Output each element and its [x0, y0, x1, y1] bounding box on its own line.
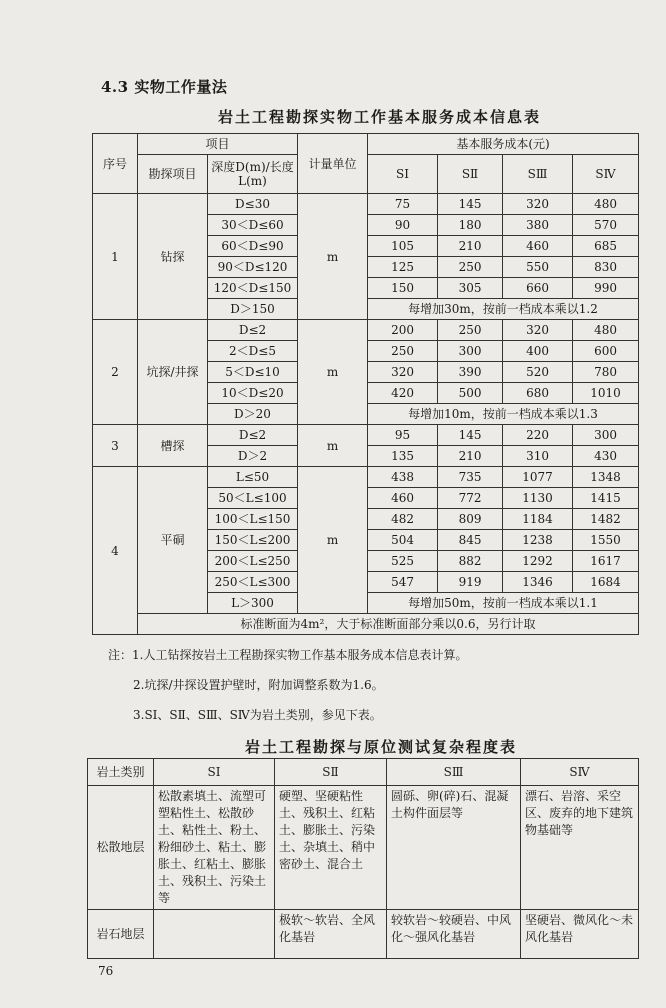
note-2: 2.坑探/井探设置护壁时，附加调整系数为1.6。: [133, 678, 384, 692]
range-cell: 200＜L≤250: [208, 551, 298, 572]
range-cell: D＞2: [208, 446, 298, 467]
value-cell: 685: [573, 236, 639, 257]
value-cell: 600: [573, 341, 639, 362]
range-cell: 60＜D≤90: [208, 236, 298, 257]
value-cell: 95: [368, 425, 438, 446]
value-cell: 210: [438, 236, 503, 257]
header-depth: 深度D(m)/长度L(m): [208, 155, 298, 194]
value-cell: 500: [438, 383, 503, 404]
header-cell: SⅠ: [154, 759, 275, 786]
value-cell: 145: [438, 194, 503, 215]
unit-cell: m: [298, 194, 368, 320]
cost-table: [92, 133, 639, 635]
description-cell: 坚硬岩、微风化～未风化基岩: [521, 910, 639, 959]
value-cell: 1617: [573, 551, 639, 572]
value-cell: 1292: [503, 551, 573, 572]
value-cell: 420: [368, 383, 438, 404]
value-cell: 390: [438, 362, 503, 383]
value-cell: 200: [368, 320, 438, 341]
section-rule: 标准断面为4m²，大于标准断面部分乘以0.6，另行计取: [138, 614, 639, 635]
header-cell: 岩土类别: [88, 759, 154, 786]
range-cell: D≤30: [208, 194, 298, 215]
section-title: 4.3 实物工作量法: [101, 78, 228, 96]
value-cell: 919: [438, 572, 503, 593]
range-cell: 90＜D≤120: [208, 257, 298, 278]
value-cell: 305: [438, 278, 503, 299]
header-cell: SⅣ: [521, 759, 639, 786]
header-s1: SⅠ: [368, 155, 438, 194]
value-cell: 75: [368, 194, 438, 215]
increment-rule: 每增加30m，按前一档成本乘以1.2: [368, 299, 639, 320]
range-cell: L＞300: [208, 593, 298, 614]
description-cell: 圆砾、卵(碎)石、混凝土构件面层等: [387, 786, 521, 910]
value-cell: 460: [368, 488, 438, 509]
value-cell: 380: [503, 215, 573, 236]
header-s2: SⅡ: [438, 155, 503, 194]
value-cell: 90: [368, 215, 438, 236]
header-unit: 计量单位: [298, 134, 368, 194]
description-cell: 较软岩～较硬岩、中风化～强风化基岩: [387, 910, 521, 959]
value-cell: 1550: [573, 530, 639, 551]
value-cell: 480: [573, 194, 639, 215]
header-cell: SⅢ: [387, 759, 521, 786]
value-cell: 250: [438, 320, 503, 341]
value-cell: 438: [368, 467, 438, 488]
range-cell: 2＜D≤5: [208, 341, 298, 362]
value-cell: 250: [368, 341, 438, 362]
value-cell: 845: [438, 530, 503, 551]
header-s4: SⅣ: [573, 155, 639, 194]
value-cell: 660: [503, 278, 573, 299]
description-cell: 松散素填土、流塑可塑粘性土、松散砂土、粘性土、粉土、粉细砂土、粘土、膨胀土、红粘土、膨胀土、残积土、污染土等: [154, 786, 275, 910]
table-row: [93, 425, 639, 446]
group-seq: 3: [93, 425, 138, 467]
value-cell: 320: [368, 362, 438, 383]
description-cell: 硬塑、坚硬粘性土、残积土、红粘土、膨胀土、污染土、杂填土、稍中密砂土、混合土: [275, 786, 387, 910]
group-name: 槽探: [138, 425, 208, 467]
value-cell: 482: [368, 509, 438, 530]
value-cell: 780: [573, 362, 639, 383]
increment-rule: 每增加50m，按前一档成本乘以1.1: [368, 593, 639, 614]
value-cell: 1415: [573, 488, 639, 509]
header-cell: SⅡ: [275, 759, 387, 786]
value-cell: 1684: [573, 572, 639, 593]
value-cell: 135: [368, 446, 438, 467]
table2-title: 岩土工程勘探与原位测试复杂程度表: [245, 738, 518, 756]
value-cell: 150: [368, 278, 438, 299]
table-row: [93, 467, 639, 488]
value-cell: 830: [573, 257, 639, 278]
unit-cell: m: [298, 320, 368, 425]
description-cell: 极软～软岩、全风化基岩: [275, 910, 387, 959]
row-label: 岩石地层: [88, 910, 154, 959]
value-cell: 400: [503, 341, 573, 362]
group-name: 坑探/井探: [138, 320, 208, 425]
range-cell: D＞150: [208, 299, 298, 320]
note-3: 3.SⅠ、SⅡ、SⅢ、SⅣ为岩土类别，参见下表。: [133, 708, 382, 722]
range-cell: 50＜L≤100: [208, 488, 298, 509]
value-cell: 320: [503, 320, 573, 341]
value-cell: 210: [438, 446, 503, 467]
value-cell: 480: [573, 320, 639, 341]
unit-cell: m: [298, 467, 368, 614]
header-s3: SⅢ: [503, 155, 573, 194]
range-cell: 30＜D≤60: [208, 215, 298, 236]
value-cell: 735: [438, 467, 503, 488]
value-cell: 310: [503, 446, 573, 467]
range-cell: 250＜L≤300: [208, 572, 298, 593]
table-row: [93, 194, 639, 215]
value-cell: 1482: [573, 509, 639, 530]
value-cell: 772: [438, 488, 503, 509]
table-row: [88, 910, 639, 959]
complexity-table: [87, 758, 639, 959]
range-cell: 10＜D≤20: [208, 383, 298, 404]
header-cost: 基本服务成本(元): [368, 134, 639, 155]
value-cell: 300: [573, 425, 639, 446]
value-cell: 320: [503, 194, 573, 215]
description-cell: 漂石、岩溶、采空区、废弃的地下建筑物基础等: [521, 786, 639, 910]
value-cell: 1348: [573, 467, 639, 488]
value-cell: 525: [368, 551, 438, 572]
value-cell: 105: [368, 236, 438, 257]
range-cell: 150＜L≤200: [208, 530, 298, 551]
header-item: 项目: [138, 134, 298, 155]
value-cell: 125: [368, 257, 438, 278]
range-cell: D＞20: [208, 404, 298, 425]
range-cell: 100＜L≤150: [208, 509, 298, 530]
value-cell: 250: [438, 257, 503, 278]
group-name: 平硐: [138, 467, 208, 614]
table-row: [88, 786, 639, 910]
group-name: 钻探: [138, 194, 208, 320]
value-cell: 1346: [503, 572, 573, 593]
value-cell: 550: [503, 257, 573, 278]
range-cell: 5＜D≤10: [208, 362, 298, 383]
value-cell: 1130: [503, 488, 573, 509]
value-cell: 680: [503, 383, 573, 404]
value-cell: 460: [503, 236, 573, 257]
note-1: 注：1.人工钻探按岩土工程勘探实物工作基本服务成本信息表计算。: [108, 648, 468, 662]
value-cell: 504: [368, 530, 438, 551]
table-row: [93, 614, 639, 635]
group-seq: 4: [93, 467, 138, 635]
value-cell: 300: [438, 341, 503, 362]
description-cell: [154, 910, 275, 959]
value-cell: 570: [573, 215, 639, 236]
value-cell: 145: [438, 425, 503, 446]
range-cell: L≤50: [208, 467, 298, 488]
value-cell: 1184: [503, 509, 573, 530]
value-cell: 520: [503, 362, 573, 383]
header-kind: 勘探项目: [138, 155, 208, 194]
range-cell: 120＜D≤150: [208, 278, 298, 299]
increment-rule: 每增加10m，按前一档成本乘以1.3: [368, 404, 639, 425]
value-cell: 882: [438, 551, 503, 572]
table1-title: 岩土工程勘探实物工作基本服务成本信息表: [218, 108, 542, 126]
table-row: [93, 320, 639, 341]
value-cell: 809: [438, 509, 503, 530]
header-seq: 序号: [93, 134, 138, 194]
header-row: [88, 759, 639, 786]
range-cell: D≤2: [208, 320, 298, 341]
value-cell: 180: [438, 215, 503, 236]
group-seq: 2: [93, 320, 138, 425]
row-label: 松散地层: [88, 786, 154, 910]
group-seq: 1: [93, 194, 138, 320]
value-cell: 1010: [573, 383, 639, 404]
range-cell: D≤2: [208, 425, 298, 446]
unit-cell: m: [298, 425, 368, 467]
page-number: 76: [98, 964, 114, 978]
value-cell: 547: [368, 572, 438, 593]
value-cell: 430: [573, 446, 639, 467]
value-cell: 1077: [503, 467, 573, 488]
value-cell: 1238: [503, 530, 573, 551]
header-row: [93, 134, 639, 155]
value-cell: 220: [503, 425, 573, 446]
value-cell: 990: [573, 278, 639, 299]
